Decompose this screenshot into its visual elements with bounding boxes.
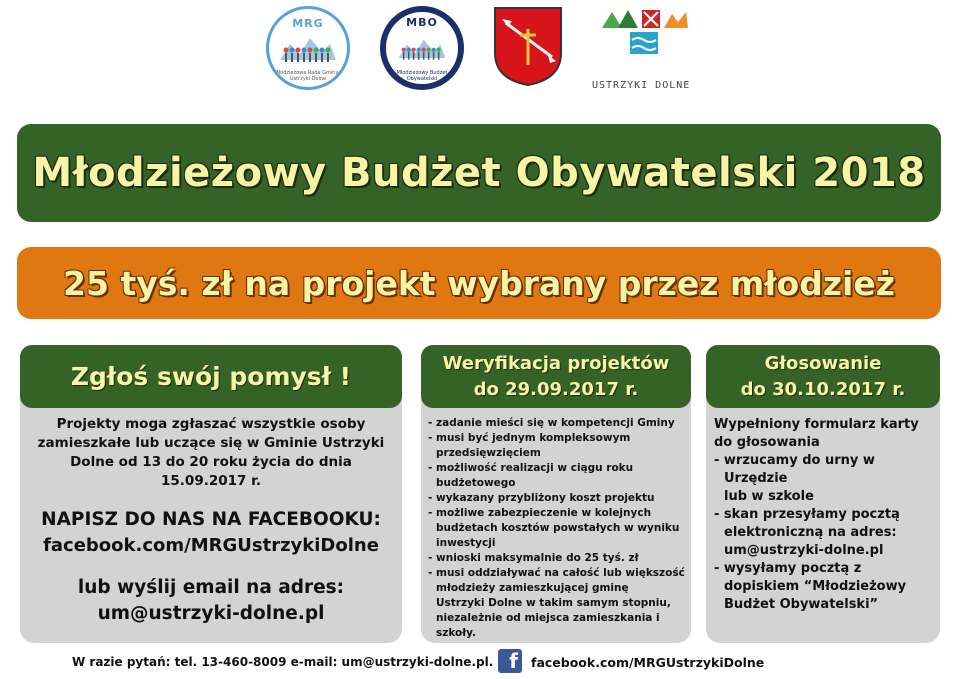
submit-idea-heading-text: Zgłoś swój pomysł ! [70, 362, 352, 391]
page-subtitle: 25 tyś. zł na projekt wybrany przez młodzież [17, 247, 941, 319]
mrg-logo-abbr: MRG [292, 17, 324, 30]
criteria-list [428, 416, 686, 596]
list-item: - wnioski maksymalnie do 25 tyś. zł [428, 552, 639, 564]
page-title: Młodzieżowy Budżet Obywatelski 2018 [17, 124, 941, 222]
voting-heading [706, 345, 940, 408]
verification-criteria [428, 416, 686, 641]
town-name: USTRZYKI DOLNE [592, 80, 691, 91]
facebook-heading: NAPISZ DO NAS NA FACEBOOKU: [41, 509, 381, 530]
submit-idea-heading [20, 345, 402, 408]
verification-heading-line1: Weryfikacja projektów [442, 352, 670, 374]
submit-idea-body [30, 415, 392, 627]
mbo-logo-ring-text: Młodzieżowy Budżet Obywatelski [396, 70, 448, 82]
mrg-logo [266, 6, 350, 90]
dancing-figures-icon [278, 30, 338, 66]
mrg-logo-ring-text: Młodzieżowa Rada Gminy · Ustrzyki Dolne [274, 70, 342, 82]
list-item-continuation: lub w szkole [724, 489, 814, 504]
footer-contact: W razie pytań: tel. 13-460-8009 e-mail: um@ustrzyki-dolne.pl. [72, 655, 494, 669]
voting-intro: Wypełniony formularz karty do głosowania [714, 417, 919, 450]
email-heading: lub wyślij email na adres: [77, 577, 345, 598]
facebook-icon[interactable]: f [498, 649, 522, 673]
footer-facebook-link[interactable]: facebook.com/MRGUstrzykiDolne [531, 655, 765, 670]
criteria-continuation: Ustrzyki Dolne w takim samym stopniu, niezależnie od miejsca zamieszkania i szkoły. [436, 597, 671, 639]
facebook-link[interactable]: facebook.com/MRGUstrzykiDolne [43, 535, 379, 556]
list-item: - musi oddziaływać na całość lub większość młodzieży zamieszkującej gminę [428, 567, 685, 594]
list-item: - musi być jednym kompleksowym przedsięwzięciem [428, 432, 631, 459]
list-item: - skan przesyłamy pocztą elektroniczną na adres: um@ustrzyki-dolne.pl [714, 507, 900, 558]
eligibility-text: Projekty moga zgłaszać wszystkie osoby zamieszkałe lub uczące się w Gminie Ustrzyki Dolne od 13 do 20 roku życia do dnia 15.09.2017 r. [37, 416, 385, 489]
list-item: - wykazany przybliżony koszt projektu [428, 492, 655, 504]
dancing-figures-icon [396, 33, 448, 63]
voting-heading-line2: do 30.10.2017 r. [740, 378, 906, 400]
verification-heading-line2: do 29.09.2017 r. [473, 378, 639, 400]
email-link[interactable]: um@ustrzyki-dolne.pl [97, 603, 325, 624]
list-item: - wysyłamy pocztą z dopiskiem “Młodzieżowy Budżet Obywatelski” [714, 561, 907, 612]
mbo-logo [380, 6, 464, 90]
list-item: - zadanie mieści się w kompetencji Gminy [428, 417, 675, 429]
coat-of-arms-icon [492, 5, 564, 87]
town-logo-icon [600, 6, 690, 62]
list-item: - możliwość realizacji w ciągu roku budżetowego [428, 462, 634, 489]
verification-heading [421, 345, 691, 408]
mbo-logo-abbr: MBO [406, 16, 438, 29]
list-item: - możliwe zabezpieczenie w kolejnych budżetach kosztów powstałych w wyniku inwestycji [428, 507, 680, 549]
list-item: - wrzucamy do urny w Urzędzie [714, 453, 875, 486]
voting-instructions [714, 416, 936, 614]
voting-heading-line1: Głosowanie [764, 352, 882, 374]
